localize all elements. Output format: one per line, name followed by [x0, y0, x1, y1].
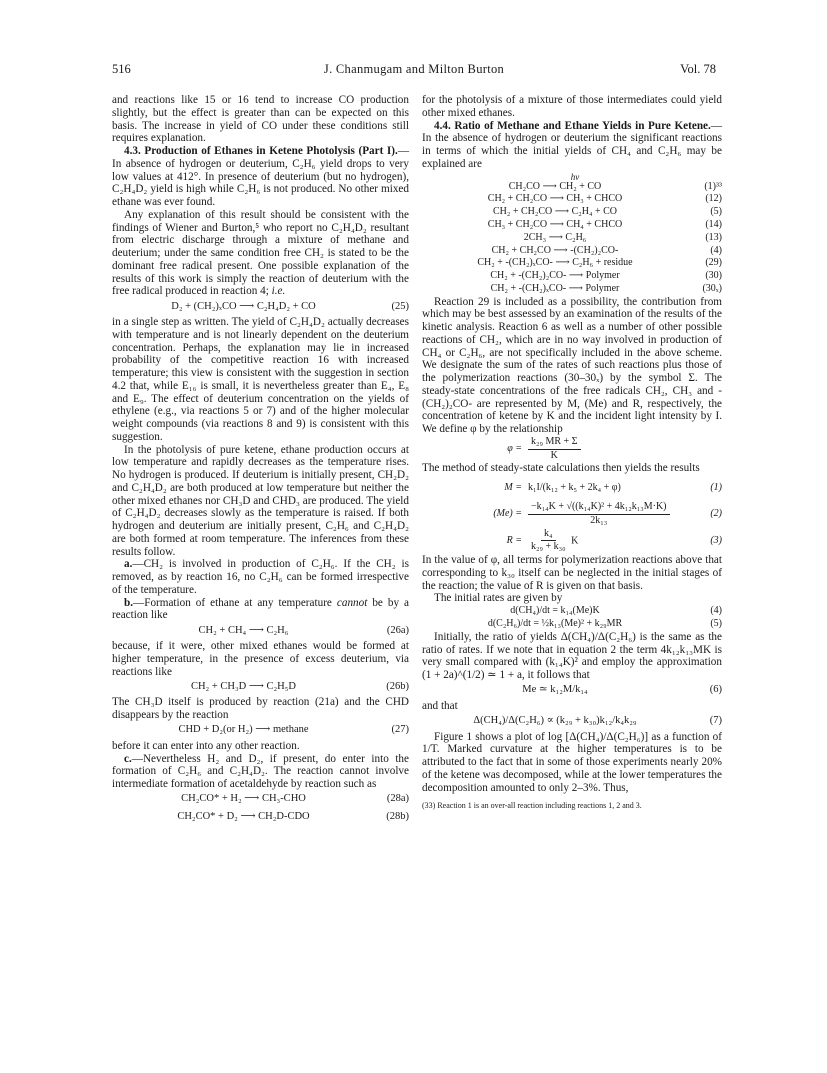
paragraph: In the value of φ, all terms for polymerization reactions above that corresponding to k₃₀ itself can be neglected in the initial stages of the reaction; the value of R is given on that basis.: [422, 554, 722, 592]
equation-number: (25): [391, 300, 409, 312]
fraction-denominator: 2k₁₃: [590, 514, 608, 526]
fraction-denominator: k₂₉ + k₃₀: [531, 541, 566, 553]
equation-body: d(C₂H₆)/dt = ½k₁₃(Me)² + k₂₉MR: [487, 617, 623, 629]
equation-number: (27): [391, 724, 409, 736]
inference-a: [112, 558, 409, 596]
paragraph: for the photolysis of a mixture of those intermediates could yield other mixed ethanes.: [422, 94, 722, 119]
reaction-number: (13): [705, 231, 722, 243]
reaction-row: [422, 283, 722, 296]
equation-rhs: k₁I/(k₁₂ + k₅ + 2k₄ + φ): [528, 481, 621, 493]
equation-body: Me ≃ k₁₂M/k₁₄: [522, 684, 588, 696]
reaction-scheme: [422, 181, 722, 296]
reaction-row: [422, 257, 722, 270]
equation-3: [422, 528, 722, 555]
equation-26b: [112, 678, 409, 696]
equation-2: [422, 501, 722, 528]
inference-b: [112, 597, 409, 623]
equation-6: [422, 682, 722, 700]
paragraph: Reaction 29 is included as a possibility, the contribution from which may be best assessed by an examination of the results of the kinetic analysis. Reaction 6 as well as a number of other possible reactions of CH₂, which are in no way involved in production of CH₄ or C₂H₆, are not specifically included in the above scheme. We designate the sum of the rates of such reactions plus those of the polymerization reactions (30–30ₓ) by the symbol Σ. The steady-state concentrations of the free radicals CH₂, CH₃ and -(CH₂)₂CO- are represented by M, (Me) and R, respectively, the concentration of ketene by K and the incident light intensity by I. We define φ by the relationship: [422, 295, 722, 436]
reaction-number: (5): [710, 206, 722, 218]
fraction-numerator: k₂₉ MR + Σ: [528, 436, 581, 450]
reaction-equation: CH₃ + CH₂CO ⟶ CH₄ + CHCO: [487, 218, 623, 230]
running-title: J. Chanmugam and Milton Burton: [323, 62, 505, 76]
equation-number: (7): [709, 715, 722, 727]
equation-28a: [112, 791, 409, 809]
equation-tail: K: [571, 535, 579, 547]
reaction-number: (30): [705, 270, 722, 282]
inference-text: —Nevertheless H₂ and D₂, if present, do enter into the formation of C₂H₆ and C₂H₄D₂. The reaction cannot involve intermediate formation of acetaldehyde by reaction such as: [112, 752, 409, 790]
paragraph: In the photolysis of pure ketene, ethane production occurs at low temperature and rapidly decreases as the temperature rises. No hydrogen is produced. If deuterium is initially present, CH₂D₂ and C₂H₄D₂ are both produced at low temperature but neither the other mixed ethanes nor CH₃D and CHD₃ are produced. The yield of C₂H₄D₂ decreases slowly as the temperature is raised. If both hydrogen and deuterium are initially present, C₂H₆ and C₂H₄D₂ are both formed at room temperature. The inferences from these results follow.: [112, 443, 409, 558]
reaction-row: [422, 193, 722, 206]
equation-number: (28a): [386, 793, 409, 805]
reaction-number: (14): [705, 218, 722, 230]
inference-c: [112, 753, 409, 791]
equation-27: [112, 722, 409, 740]
reaction-number: (30ₓ): [702, 282, 722, 294]
equation-number: (28b): [386, 811, 409, 823]
paragraph: and reactions like 15 or 16 tend to increase CO production slightly, but the effect is greater than can be expected on this basis. The increase in yield of CO under these conditions still requires explanation.: [112, 94, 409, 145]
equation-body: D₂ + (CH₂)ₓCO ⟶ C₂H₄D₂ + CO: [171, 300, 316, 312]
reaction-row: [422, 181, 722, 194]
reaction-number: (1)³³: [704, 180, 722, 192]
equation-number: (26a): [386, 624, 409, 636]
phi-definition: [422, 436, 722, 463]
equation-number: (6): [709, 684, 722, 696]
paragraph: The initial rates are given by: [434, 592, 563, 605]
left-column: [112, 94, 409, 827]
equation-7: [422, 713, 722, 731]
equation-body: d(CH₄)/dt = k₁₄(Me)K: [510, 605, 600, 617]
running-header: [112, 62, 716, 80]
equation-number: (2): [710, 508, 722, 520]
inference-text: —Formation of ethane at any temperature: [133, 596, 332, 609]
paragraph: Figure 1 shows a plot of log [Δ(CH₄)/Δ(C₂H₆)] as a function of 1/T. Marked curvature at the higher temperatures is to be attributed to the fact that in some of those experiments nearly 20% of the ketene was decomposed, while at the lower temperatures the decomposition amounted to only 2–3%. Thus,: [422, 730, 722, 794]
reaction-number: (29): [705, 257, 722, 269]
equation-body: Δ(CH₄)/Δ(C₂H₆) ∝ (k₂₉ + k₃₀)k₁₂/k₄k₂₉: [473, 715, 637, 727]
inference-text: —CH₂ is involved in production of C₂H₆. If the CH₂ is removed, as by reaction 16, no C₂H₆ can be formed irrespective of the temperature.: [112, 558, 409, 596]
paragraph: The CH₃D itself is produced by reaction (21a) and the CHD disappears by the reaction: [112, 696, 409, 721]
equation-4: [422, 605, 722, 618]
equation-body: CH₂ + CH₄ ⟶ C₂H₆: [198, 624, 289, 636]
equation-lhs: M =: [504, 481, 522, 493]
equation-lhs: φ =: [507, 442, 522, 454]
equation-body: CH₂ + CH₃D ⟶ C₂H₅D: [190, 680, 297, 692]
cannot-italic: cannot: [336, 596, 368, 609]
inference-label: a.: [124, 558, 133, 571]
reaction-equation: CH₂ + -(CH₂)ₓCO- ⟶ Polymer: [490, 282, 620, 294]
equation-28b: [112, 809, 409, 827]
reaction-row: [422, 219, 722, 232]
paragraph: and that: [422, 699, 458, 712]
section-text: —In the absence of hydrogen or deuterium the significant reactions in terms of which the initial yields of CH₄ and C₂H₆ may be explained are: [422, 119, 722, 170]
volume-label: Vol. 78: [680, 62, 716, 76]
paragraph: [112, 209, 409, 298]
equation-number: (5): [710, 617, 722, 629]
equation-5: [422, 618, 722, 631]
fraction-numerator: −k₁₄K + √((k₁₄K)² + 4k₁₂k₁₃M·K): [528, 501, 670, 515]
reaction-equation: 2CH₃ ⟶ C₂H₆: [523, 231, 587, 243]
section-heading: 4.4. Ratio of Methane and Ethane Yields in Pure Ketene.: [434, 119, 711, 132]
equation-1: [422, 475, 722, 501]
paragraph: before it can enter into any other reaction.: [112, 739, 300, 752]
footnote: (33) Reaction 1 is an over-all reaction including reactions 1, 2 and 3.: [422, 801, 642, 811]
equation-number: (1): [710, 481, 722, 493]
reaction-equation: CH₂ + CH₂CO ⟶ -(CH₂)₂CO-: [491, 244, 619, 256]
equation-lhs: (Me) =: [493, 508, 522, 520]
inference-label: b.: [124, 596, 134, 609]
right-column: [422, 94, 722, 813]
page-number: 516: [112, 62, 131, 76]
reaction-equation: CH₂ + -(CH₂)ₓCO- ⟶ C₂H₆ + residue: [477, 257, 633, 269]
equation-number: (4): [710, 605, 722, 617]
fraction-denominator: K: [550, 449, 558, 461]
reaction-equation: CH₂ + CH₂CO ⟶ CH₃ + CHCO: [487, 193, 623, 205]
paragraph: because, if it were, other mixed ethanes would be formed at higher temperature, in the presence of excess deuterium, via reactions like: [112, 640, 409, 678]
section-4-4: [422, 120, 722, 171]
equation-26a: [112, 622, 409, 640]
section-text: —In absence of hydrogen or deuterium, C₂H₆ yield drops to very low values at 412°. In presence of deuterium (but no hydrogen), C₂H₄D₂ yield is high while C₂H₆ is not produced. No other mixed ethane was ever found.: [112, 145, 409, 208]
section-heading: 4.3. Production of Ethanes in Ketene Photolysis (Part I).: [124, 145, 398, 157]
equation-lhs: R =: [506, 534, 522, 546]
equation-body: CH₂CO* + D₂ ⟶ CH₂D-CDO: [177, 811, 310, 823]
reaction-number: (4): [710, 244, 722, 256]
paragraph: Initially, the ratio of yields Δ(CH₄)/Δ(C₂H₆) is the same as the ratio of rates. If we note that in equation 2 the term 4k₁₂k₁₃MK is very small compared with (k₁₄K)² and employ the approximation (1 + 2a)^(1/2) ≃ 1 + a, it follows that: [422, 630, 722, 682]
fraction-numerator: k₄: [541, 528, 556, 542]
equation-body: CH₂CO* + H₂ ⟶ CH₃-CHO: [181, 793, 306, 805]
reaction-equation: CH₂ + -(CH₂)₂CO- ⟶ Polymer: [490, 270, 620, 282]
reaction-row: [422, 270, 722, 283]
section-4-3: [112, 145, 409, 209]
equation-number: (26b): [386, 680, 409, 692]
reaction-number: (12): [705, 193, 722, 205]
ie-italic: i.e.: [271, 285, 286, 298]
equation-number: (3): [710, 534, 722, 546]
reaction-row: [422, 244, 722, 257]
paragraph: in a single step as written. The yield of C₂H₄D₂ actually decreases with temperature and is not linearly dependent on the deuterium concentration. Perhaps, the explanation may lie in increased probability of the competitive reaction 16 with increased temperature; this view is consistent with the suggestion in section 4.2 that, while E₁₆ is small, it is nevertheless greater than E₄, E₈ and E₉. The effect of deuterium concentration on the yields of ethylene (e.g., via reactions 5 or 7) and of the higher molecular weight compounds (via reactions 8 and 9) is consistent with this suggestion.: [112, 316, 409, 443]
equation-body: CHD + D₂(or H₂) ⟶ methane: [178, 724, 309, 736]
equation-25: [112, 298, 409, 316]
inference-text: be by a reaction like: [112, 596, 409, 622]
reaction-row: [422, 232, 722, 245]
hv-label: hν: [570, 171, 580, 182]
paragraph-text: Any explanation of this result should be consistent with the findings of Wiener and Burton,⁵ who report no C₂H₄D₂ resultant from electric discharge through a mixture of methane and deuterium; under the same condition free CH₂ is stated to be the dominant free radical present. One possible explanation of the results of this work is simply the reaction of deuterium with the free radical produced in reaction 4;: [112, 208, 409, 298]
paragraph: The method of steady-state calculations then yields the results: [422, 462, 700, 475]
reaction-equation: CH₂ + CH₂CO ⟶ C₂H₄ + CO: [492, 206, 618, 218]
reaction-row: [422, 206, 722, 219]
reaction-equation: CH₂CO ⟶ CH₂ + CO: [508, 180, 602, 192]
inference-label: c.: [124, 752, 132, 765]
